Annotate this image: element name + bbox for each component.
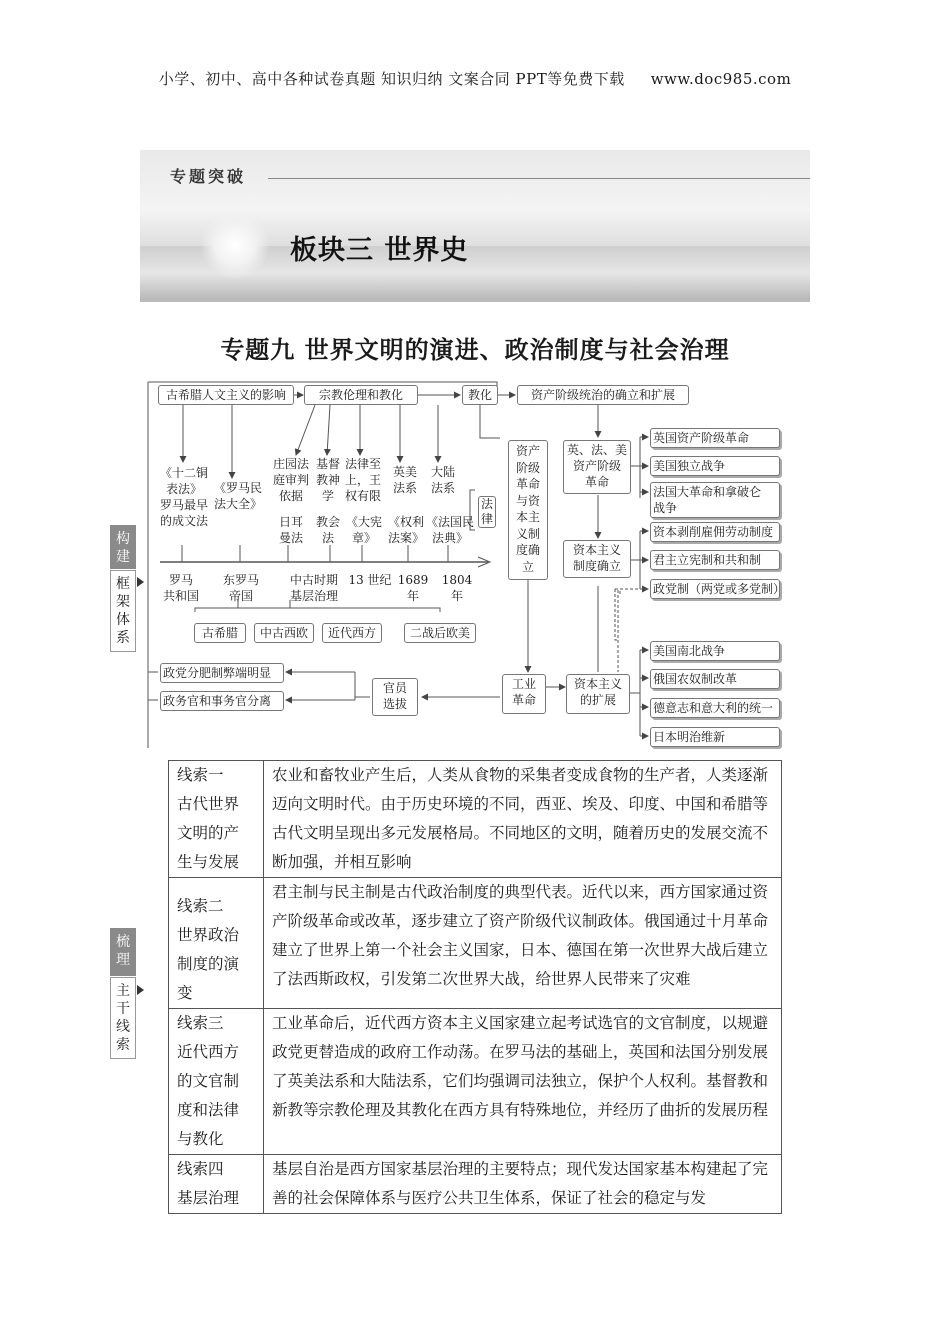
clue-body: 基层自治是西方国家基层治理的主要特点；现代发达国家基本构建起了完善的社会保障体系与医疗公共卫生体系，保证了社会的稳定与发 bbox=[264, 1155, 782, 1214]
box-law: 法 律 bbox=[478, 496, 496, 528]
clue-body: 工业革命后，近代西方资本主义国家建立起考试选官的文官制度，以规避政党更替造成的政府工作动荡。在罗马法的基础上，英国和法国分别发展了英美法系和大陆法系，它们均强调司法独立，保护个人权利。基督教和新教等宗教伦理及其教化在西方具有特殊地位，并经历了曲折的发展历程 bbox=[264, 1009, 782, 1155]
timeline-1689: 1689 年 bbox=[397, 573, 429, 603]
box-meiji: 日本明治维新 bbox=[650, 727, 780, 747]
label-common-law: 英美 法系 bbox=[392, 465, 417, 495]
tag-arrow-icon bbox=[137, 985, 144, 995]
tag-main-clue: 主干线索 bbox=[110, 977, 136, 1059]
box-greek-humanism: 古希腊人文主义的影响 bbox=[158, 385, 294, 405]
box-uk-fr-us-revolution: 英、法、美 资产阶级 革命 bbox=[563, 440, 631, 494]
box-bourgeois-rule: 资产阶级统治的确立和扩展 bbox=[517, 385, 689, 405]
box-serf-reform: 俄国农奴制改革 bbox=[650, 669, 780, 689]
era-postwar: 二战后欧美 bbox=[404, 623, 476, 643]
table-row bbox=[169, 1155, 782, 1214]
clue-head: 线索四 基层治理 bbox=[169, 1155, 264, 1214]
clue-body: 君主制与民主制是古代政治制度的典型代表。近代以来，西方国家通过资产阶级革命或改革，逐步建立了资产阶级代议制政体。俄国通过十月革命建立了世界上第一个社会主义国家，日本、德国在第一次世界大战后建立了法西斯政权，引发第二次世界大战，给世界人民带来了灾难 bbox=[264, 878, 782, 1009]
box-official-selection: 官员 选拔 bbox=[372, 678, 418, 716]
box-monarchy-republic: 君主立宪制和共和制 bbox=[650, 550, 780, 570]
era-modern-west: 近代西方 bbox=[322, 623, 382, 643]
topic-title: 专题九 世界文明的演进、政治制度与社会治理 bbox=[220, 336, 730, 364]
box-industrial-revolution: 工业 革命 bbox=[502, 674, 546, 714]
box-civil-war: 美国南北战争 bbox=[650, 641, 780, 661]
label-twelve-tables: 《十二铜 表法》 罗马最早 的成文法 bbox=[159, 466, 208, 528]
label-canon-law: 教会 法 bbox=[315, 515, 340, 545]
timeline-13th-century: 13 世纪 bbox=[348, 573, 392, 587]
box-english-revolution: 英国资产阶级革命 bbox=[650, 428, 780, 448]
header-site[interactable]: www.doc985.com bbox=[650, 70, 792, 88]
box-spoils-system: 政党分肥制弊端明显 bbox=[160, 663, 284, 683]
tag-arrow-icon bbox=[137, 577, 144, 587]
label-magna-carta: 《大宪 章》 bbox=[345, 515, 382, 545]
box-french-revolution: 法国大革命和拿破仑 战争 bbox=[650, 482, 780, 518]
clue-head: 线索二 世界政治 制度的演 变 bbox=[169, 878, 264, 1009]
box-unification: 德意志和意大利的统一 bbox=[650, 698, 780, 718]
banner-sun-image bbox=[200, 210, 270, 280]
label-bill-of-rights: 《权利 法案》 bbox=[387, 515, 424, 545]
header-text: 小学、初中、高中各种试卷真题 知识归纳 文案合同 PPT等免费下载 bbox=[158, 70, 625, 88]
table-row bbox=[169, 761, 782, 878]
banner-title: 板块三 世界史 bbox=[290, 235, 469, 266]
label-law-supreme: 法律至 上，王 权有限 bbox=[344, 457, 381, 503]
label-manor-court: 庄园法 庭审判 依据 bbox=[272, 457, 309, 503]
box-revolution-establish: 资产 阶级 革命 与资 本主 义制 度确 立 bbox=[508, 440, 548, 580]
banner-badge: 专题突破 bbox=[170, 167, 247, 186]
clue-body: 农业和畜牧业产生后，人类从食物的采集者变成食物的生产者，人类逐渐迈向文明时代。由于历史环境的不同，西亚、埃及、印度、中国和希腊等古代文明呈现出多元发展格局。不同地区的文明，随着历史的发展交流不断加强，并相互影响 bbox=[264, 761, 782, 878]
box-official-separation: 政务官和事务官分离 bbox=[160, 691, 284, 711]
clue-head: 线索一 古代世界 文明的产 生与发展 bbox=[169, 761, 264, 878]
banner-rule bbox=[268, 178, 810, 179]
era-medieval-europe: 中古西欧 bbox=[254, 623, 314, 643]
banner bbox=[140, 150, 810, 302]
label-germanic-law: 日耳 曼法 bbox=[278, 515, 303, 545]
clue-head: 线索三 近代西方 的文官制 度和法律 与教化 bbox=[169, 1009, 264, 1155]
tag-build: 构建 bbox=[110, 525, 136, 569]
table-row bbox=[169, 878, 782, 1009]
label-napoleonic-code: 《法国民 法典》 bbox=[425, 515, 474, 545]
box-teaching: 教化 bbox=[462, 385, 498, 405]
tag-framework: 框架体系 bbox=[110, 570, 136, 652]
page-header bbox=[0, 68, 950, 89]
timeline-byzantine: 东罗马 帝国 bbox=[222, 573, 259, 603]
box-american-independence: 美国独立战争 bbox=[650, 456, 780, 476]
table-row bbox=[169, 1009, 782, 1155]
box-party-system: 政党制（两党或多党制） bbox=[650, 579, 780, 599]
timeline-medieval: 中古时期 基层治理 bbox=[289, 573, 338, 603]
tag-sort: 梳理 bbox=[110, 928, 136, 976]
box-capitalism-expansion: 资本主义 的扩展 bbox=[566, 674, 630, 714]
box-wage-labor: 资本剥削雇佣劳动制度 bbox=[650, 522, 780, 542]
timeline-roman-republic: 罗马 共和国 bbox=[162, 573, 199, 603]
label-civil-law: 大陆 法系 bbox=[430, 465, 455, 495]
box-religion-ethics: 宗教伦理和教化 bbox=[304, 385, 418, 405]
box-capitalism-established: 资本主义 制度确立 bbox=[563, 540, 631, 578]
clue-table bbox=[168, 760, 782, 1214]
era-ancient-greece: 古希腊 bbox=[194, 623, 246, 643]
label-christian-theology: 基督 教神 学 bbox=[315, 457, 340, 503]
label-corpus-juris: 《罗马民 法大全》 bbox=[213, 481, 262, 511]
timeline-1804: 1804 年 bbox=[441, 573, 473, 603]
